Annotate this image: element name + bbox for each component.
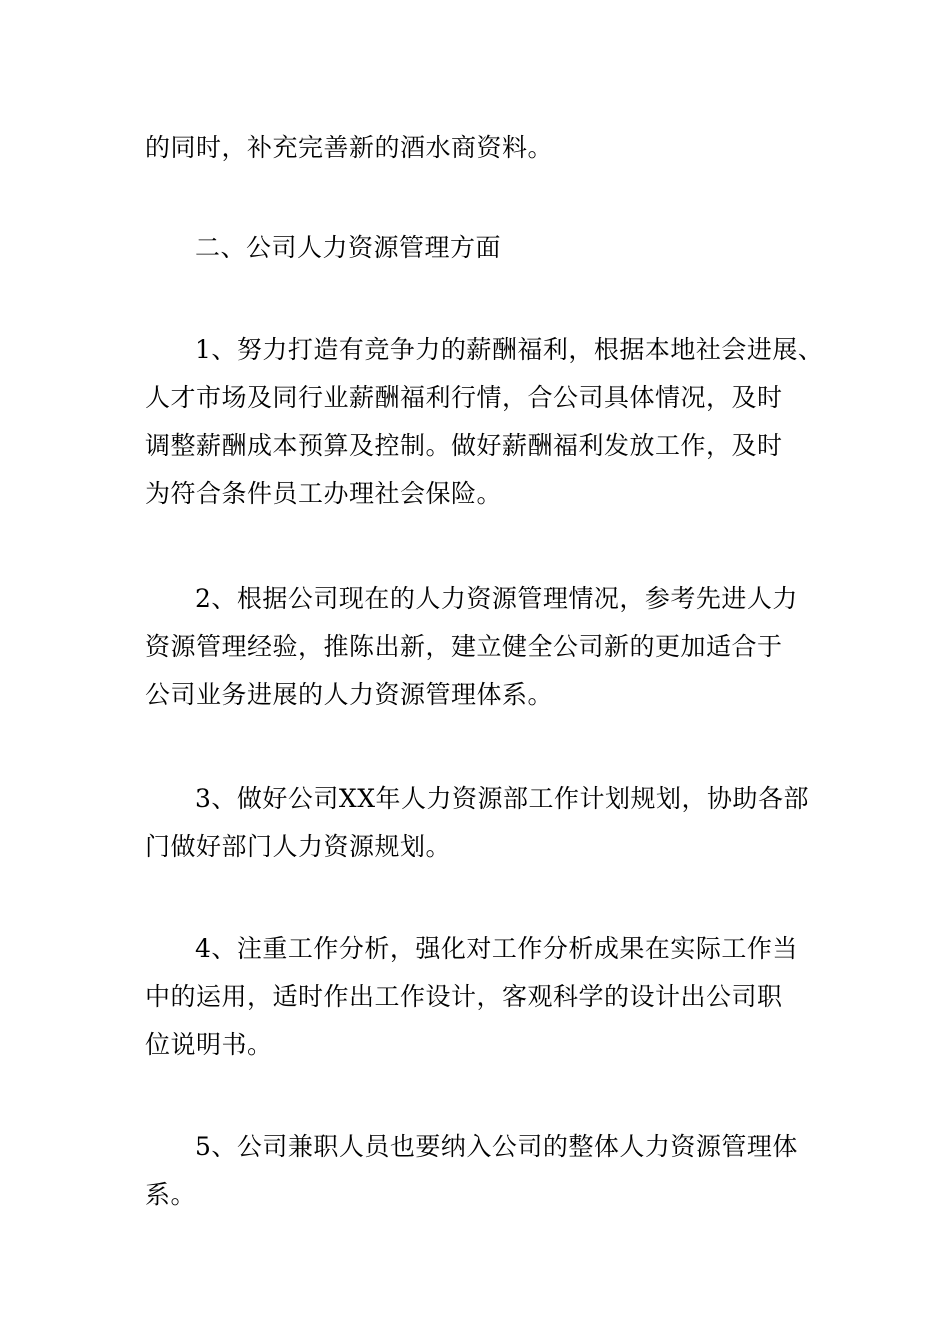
paragraph-line: 公司业务进展的人力资源管理体系。 [145, 680, 554, 709]
paragraph-line: 系。 [145, 1180, 197, 1209]
paragraph-line: 调整薪酬成本预算及控制。做好薪酬福利发放工作，及时 [145, 431, 783, 460]
paragraph-line: 2、根据公司现在的人力资源管理情况，参考先进人力 [195, 584, 798, 613]
paragraph-line: 1、努力打造有竞争力的薪酬福利，根据本地社会进展、 [195, 335, 824, 364]
paragraph-line: 4、注重工作分析，强化对工作分析成果在实际工作当 [195, 934, 798, 963]
paragraph-line: 为符合条件员工办理社会保险。 [145, 479, 503, 508]
paragraph-line: 位说明书。 [145, 1030, 273, 1059]
paragraph-line: 3、做好公司XX年人力资源部工作计划规划，协助各部 [195, 784, 810, 813]
paragraph-line: 门做好部门人力资源规划。 [145, 832, 452, 861]
paragraph-line: 中的运用，适时作出工作设计，客观科学的设计出公司职 [145, 982, 783, 1011]
paragraph-line: 人才市场及同行业薪酬福利行情，合公司具体情况，及时 [145, 383, 783, 412]
section-heading: 二、公司人力资源管理方面 [195, 233, 502, 262]
paragraph-line: 资源管理经验，推陈出新，建立健全公司新的更加适合于 [145, 632, 783, 661]
paragraph-line: 的同时，补充完善新的酒水商资料。 [145, 133, 554, 162]
paragraph-line: 5、公司兼职人员也要纳入公司的整体人力资源管理体 [195, 1132, 798, 1161]
